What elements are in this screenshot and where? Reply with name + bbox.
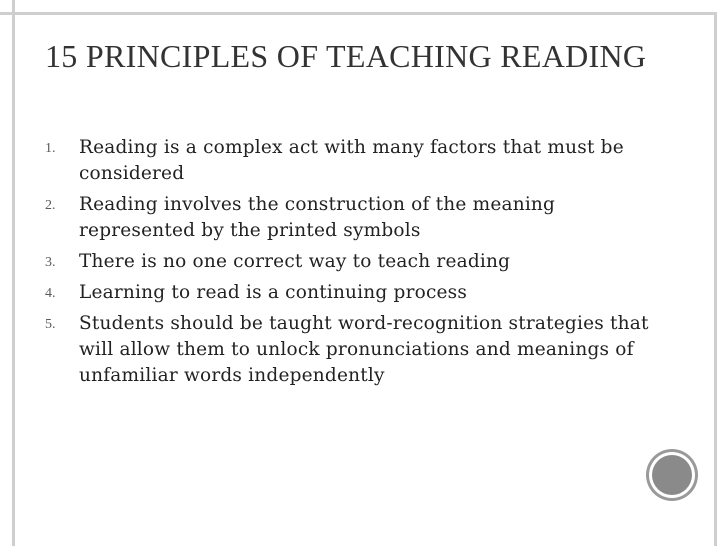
list-item-number: 3. <box>45 255 56 270</box>
frame-left-line <box>12 0 15 546</box>
list-item <box>45 135 665 187</box>
principles-list <box>45 135 665 394</box>
list-item <box>45 280 665 306</box>
list-item-number: 1. <box>45 141 56 156</box>
list-item <box>45 192 665 244</box>
circle-icon[interactable] <box>652 455 692 495</box>
slide-title: 15 PRINCIPLES OF TEACHING READING <box>45 38 647 74</box>
list-item <box>45 311 665 389</box>
list-item-text: Reading is a complex act with many factors that must be considered <box>79 137 624 184</box>
list-item-number: 4. <box>45 286 56 301</box>
list-item <box>45 249 665 275</box>
list-item-text: Reading involves the construction of the meaning represented by the printed symbols <box>79 194 556 241</box>
frame-right-line <box>714 12 717 546</box>
frame-top-line <box>0 12 716 15</box>
list-item-text: Learning to read is a continuing process <box>79 282 468 303</box>
list-item-number: 2. <box>45 198 56 213</box>
list-item-text: There is no one correct way to teach reading <box>79 251 511 272</box>
list-item-number: 5. <box>45 317 56 332</box>
list-item-text: Students should be taught word-recognition strategies that will allow them to unlock pronunciations and meanings of unfamiliar words independently <box>79 313 649 386</box>
